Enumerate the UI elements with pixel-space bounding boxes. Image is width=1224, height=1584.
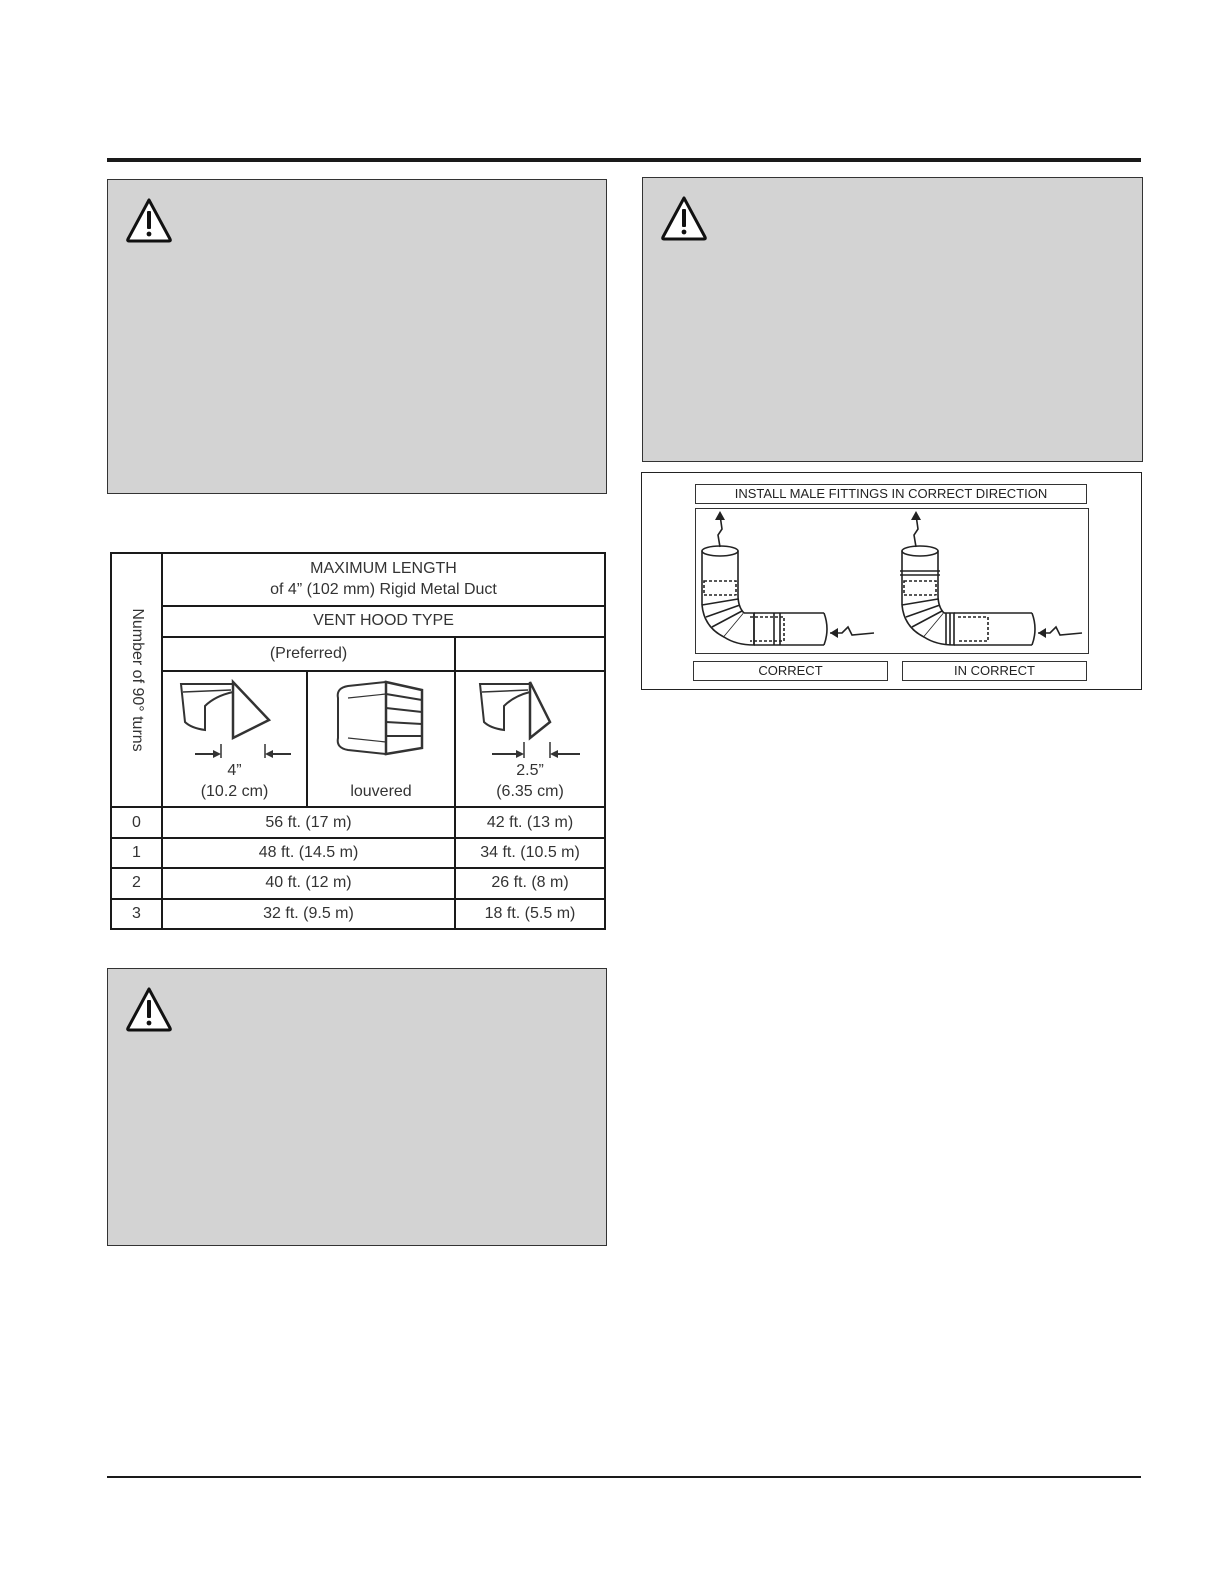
other-length: 42 ft. (13 m) xyxy=(455,807,605,837)
hood-25in-metric: (6.35 cm) xyxy=(496,783,564,801)
table-row xyxy=(111,899,605,929)
other-length: 18 ft. (5.5 m) xyxy=(455,899,605,929)
max-length-subtitle: of 4” (102 mm) Rigid Metal Duct xyxy=(270,581,497,599)
table-row xyxy=(111,868,605,898)
warning-triangle-icon xyxy=(125,197,173,243)
hood-louvered-label: louvered xyxy=(350,783,412,801)
fittings-figure-title: INSTALL MALE FITTINGS IN CORRECT DIRECTION xyxy=(695,484,1087,504)
hood-4in-size: 4” xyxy=(227,762,242,780)
hood-4in-cell xyxy=(162,671,307,808)
max-length-title: MAXIMUM LENGTH xyxy=(310,560,457,578)
hood-25in-cell xyxy=(455,671,605,808)
hood-louvered-cell xyxy=(307,671,455,808)
preferred-header: (Preferred) xyxy=(162,637,455,670)
fittings-illustration-panel xyxy=(695,508,1089,654)
max-length-header xyxy=(162,553,605,606)
turns-value: 1 xyxy=(111,838,162,868)
turns-value: 2 xyxy=(111,868,162,898)
other-header xyxy=(455,637,605,670)
hood-4in-metric: (10.2 cm) xyxy=(200,783,269,801)
other-length: 26 ft. (8 m) xyxy=(455,868,605,898)
duct-elbow-illustration xyxy=(696,509,1088,653)
preferred-length: 56 ft. (17 m) xyxy=(162,807,455,837)
vent-hood-louvered-icon xyxy=(326,678,436,758)
vent-hood-4in-icon xyxy=(175,678,295,758)
table-row xyxy=(111,838,605,868)
warning-box-bottom-left xyxy=(107,968,607,1246)
incorrect-elbow-icon xyxy=(900,546,1035,645)
turns-value: 0 xyxy=(111,807,162,837)
warning-triangle-icon xyxy=(660,195,708,241)
warning-triangle-icon xyxy=(125,986,173,1032)
header-rule xyxy=(107,158,1141,162)
preferred-length: 48 ft. (14.5 m) xyxy=(162,838,455,868)
hood-25in-size: 2.5” xyxy=(516,762,544,780)
turns-header: Number of 90° turns xyxy=(128,608,146,752)
vent-hood-type-header: VENT HOOD TYPE xyxy=(162,606,605,637)
footer-rule xyxy=(107,1476,1141,1478)
vent-length-table xyxy=(110,552,606,930)
turns-header-cell xyxy=(111,553,162,807)
warning-box-top-right xyxy=(642,177,1143,462)
other-length: 34 ft. (10.5 m) xyxy=(455,838,605,868)
table-row xyxy=(111,807,605,837)
label-correct: CORRECT xyxy=(693,661,888,681)
vent-hood-25in-icon xyxy=(468,678,592,758)
label-incorrect: IN CORRECT xyxy=(902,661,1087,681)
preferred-length: 40 ft. (12 m) xyxy=(162,868,455,898)
preferred-length: 32 ft. (9.5 m) xyxy=(162,899,455,929)
warning-box-top-left xyxy=(107,179,607,494)
male-fittings-figure xyxy=(641,472,1142,690)
correct-elbow-icon xyxy=(702,546,827,645)
turns-value: 3 xyxy=(111,899,162,929)
